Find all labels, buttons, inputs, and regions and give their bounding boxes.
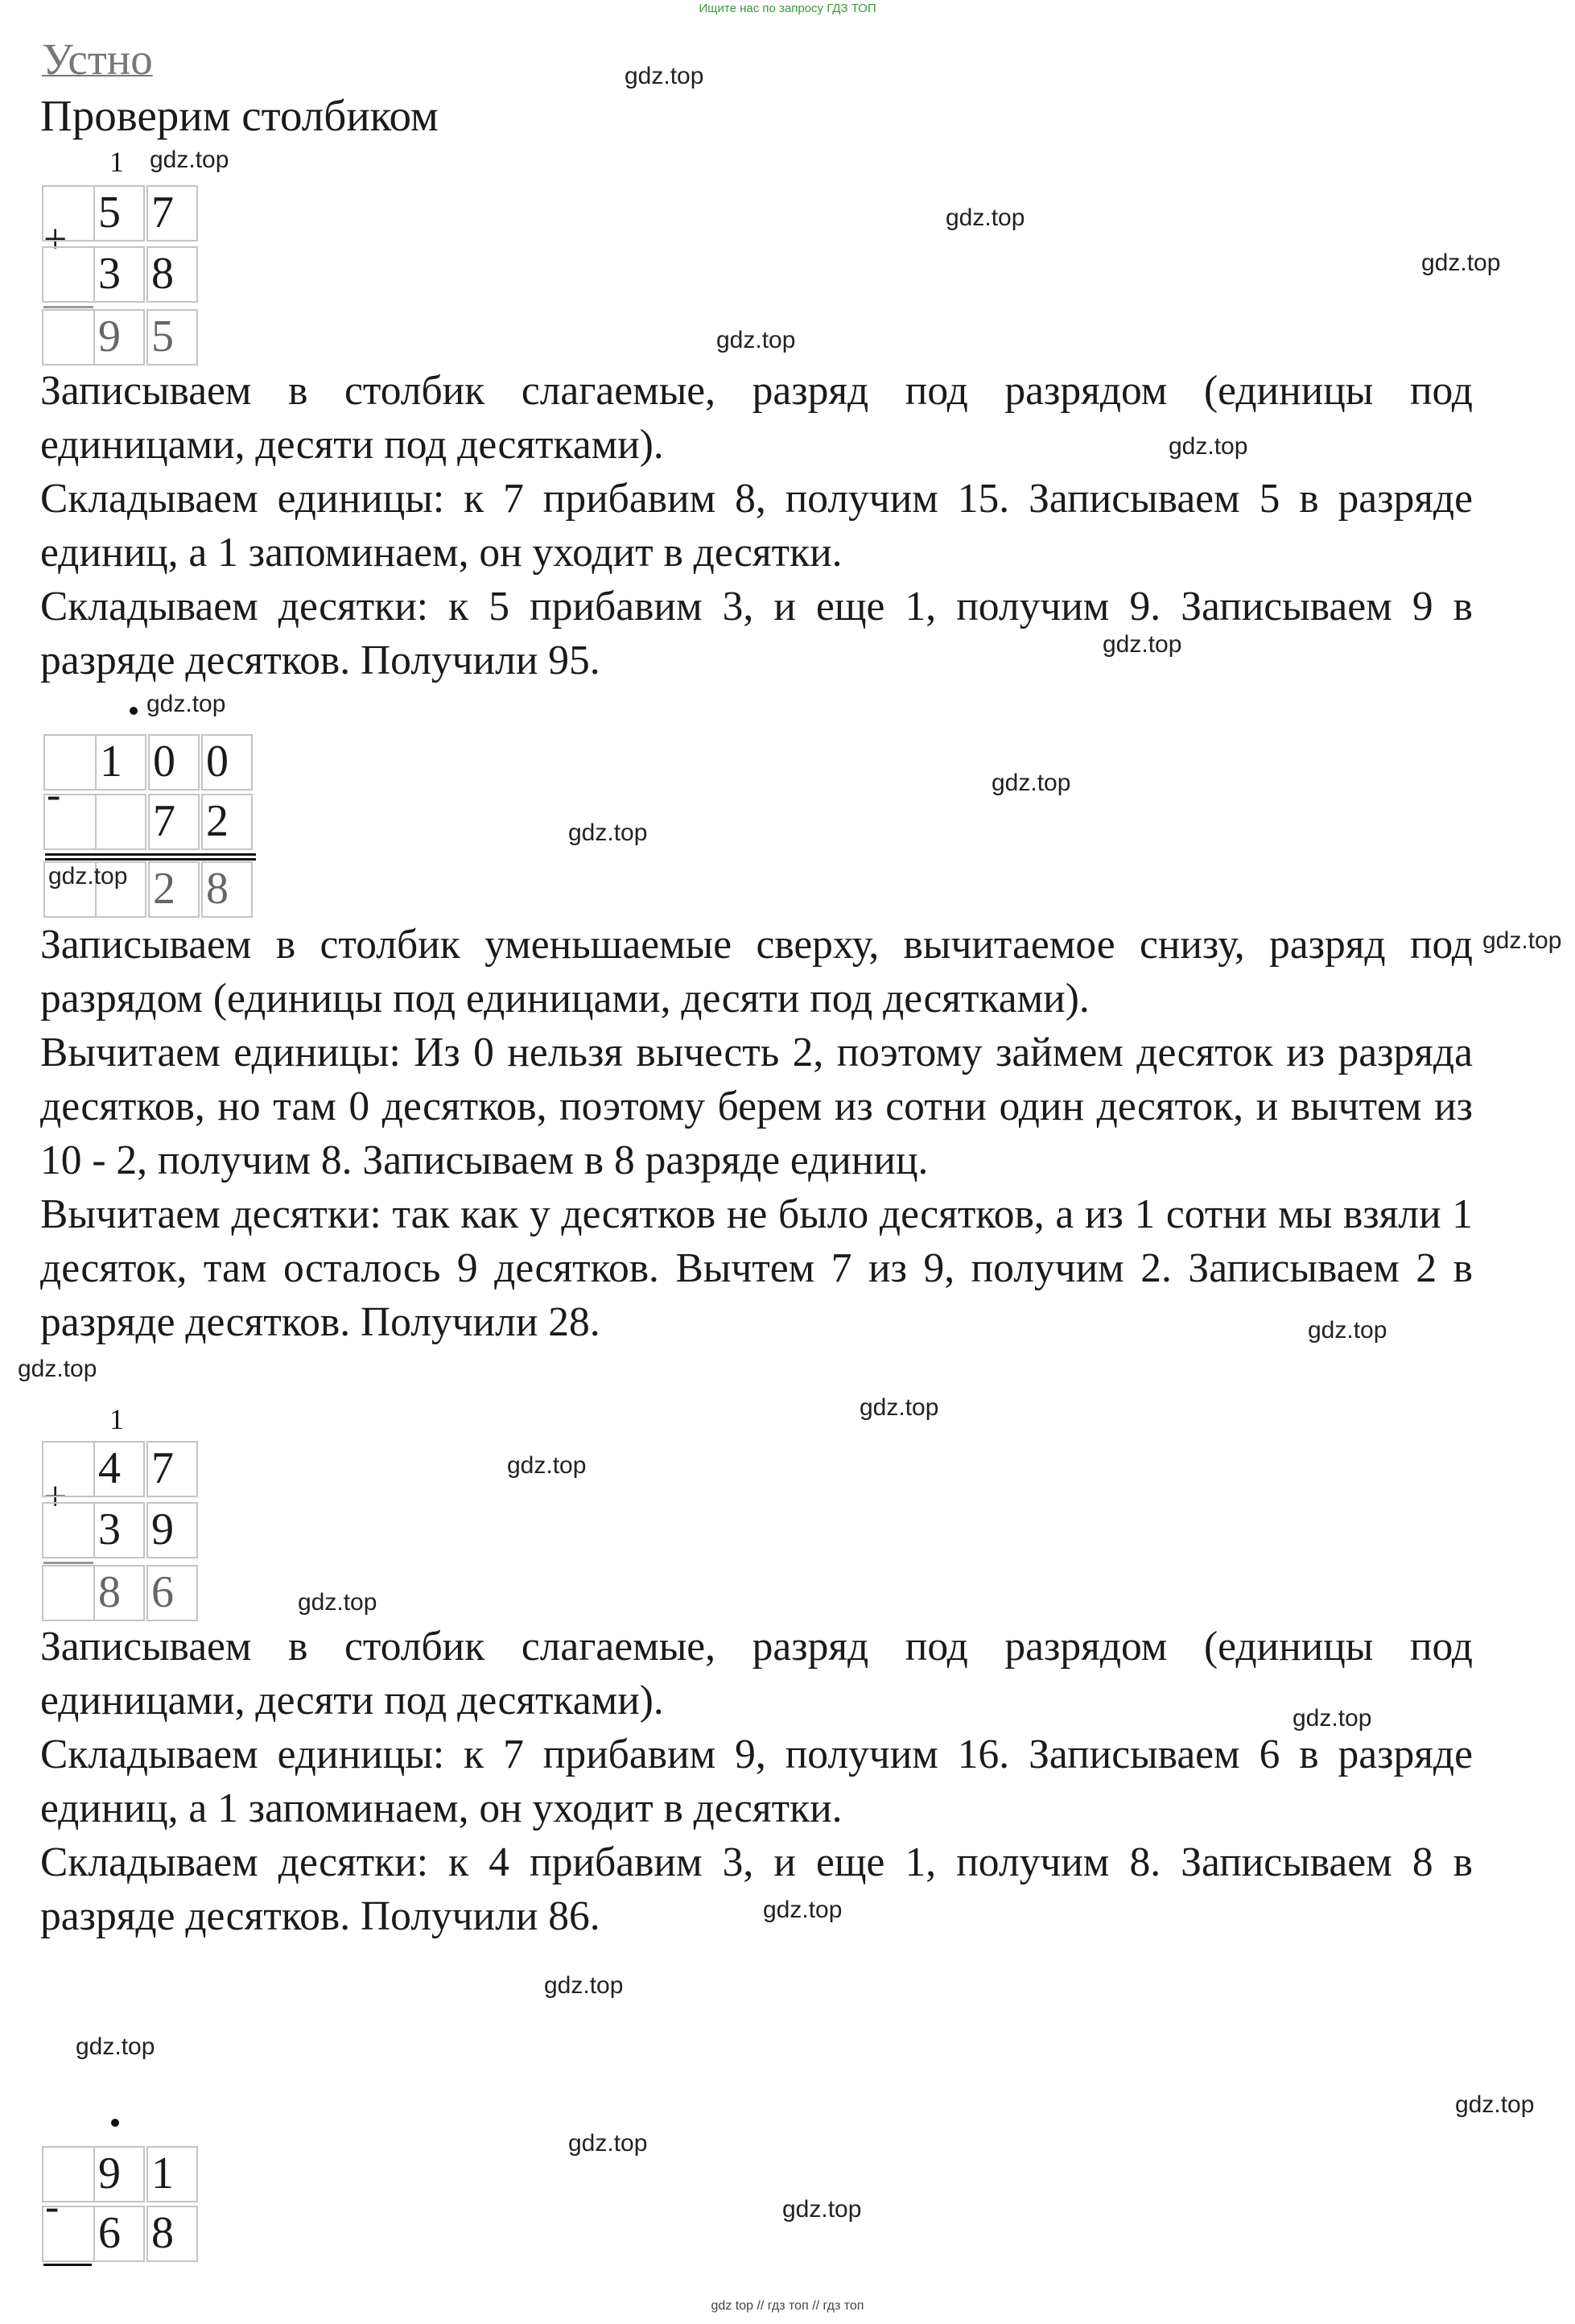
digit-cell: 8 [146, 246, 198, 303]
empty-cell [42, 185, 95, 241]
watermark: gdz.top [568, 2130, 648, 2157]
result-cell: 2 [148, 861, 200, 918]
digit-cell: 9 [93, 2146, 145, 2202]
digit-cell: 1 [95, 734, 146, 790]
digit-cell: 7 [146, 1441, 198, 1497]
digit-cell: 5 [93, 185, 145, 241]
explanation-paragraph: Складываем единицы: к 7 прибавим 9, получим 16. Записываем 6 в разряде единиц, а 1 запоминаем, он уходит в десятки. [40, 1732, 1473, 1831]
digit-cell: 0 [148, 734, 200, 790]
watermark: gdz.top [544, 1972, 624, 1999]
digit-cell: 3 [93, 246, 145, 303]
watermark: gdz.top [1482, 927, 1562, 954]
empty-cell [43, 734, 97, 790]
watermark: gdz.top [1308, 1317, 1387, 1344]
digit-cell: 2 [201, 794, 253, 850]
result-cell: 5 [146, 309, 198, 365]
empty-cell [42, 2146, 95, 2202]
watermark: gdz.top [146, 691, 226, 717]
result-cell: 9 [93, 309, 145, 365]
watermark: gdz.top [1169, 433, 1248, 460]
difference-line [45, 853, 256, 856]
explanation-paragraph: Складываем десятки: к 4 прибавим 3, и еще 1, получим 8. Записываем 8 в разряде десятков. Получили 86. [40, 1839, 1473, 1939]
explanation-paragraph: Складываем десятки: к 5 прибавим 3, и еще 1, получим 9. Записываем 9 в разряде десятков. Получили 95. [40, 584, 1473, 683]
digit-cell: 6 [93, 2206, 145, 2262]
empty-cell [43, 794, 97, 850]
empty-cell [42, 2206, 95, 2262]
digit-cell: 7 [146, 185, 198, 241]
difference-line [45, 858, 256, 861]
explanation-paragraph: Складываем единицы: к 7 прибавим 8, получим 15. Записываем 5 в разряде единиц, а 1 запоминаем, он уходит в десятки. [40, 476, 1473, 576]
explanation-paragraph: Записываем в столбик слагаемые, разряд под разрядом (единицы под единицами, десяти под десятками). [40, 1624, 1473, 1723]
explanation-1 [40, 364, 1473, 687]
result-cell: 8 [201, 861, 253, 918]
digit-cell: 3 [93, 1502, 145, 1558]
minus-sign: - [45, 2184, 60, 2230]
explanation-paragraph: Вычитаем единицы: Из 0 нельзя вычесть 2, поэтому займем десяток из разряда десятков, но там 0 десятков, поэтому берем из сотни один десяток, и вычтем из 10 - 2, получим 8. Записываем в 8 разряде единиц. [40, 1030, 1473, 1183]
explanation-paragraph: Записываем в столбик слагаемые, разряд под разрядом (единицы под единицами, десяти под десятками). [40, 368, 1473, 468]
watermark: gdz.top [946, 204, 1025, 231]
watermark: gdz.top [76, 2033, 155, 2060]
digit-cell: 0 [201, 734, 253, 790]
watermark: gdz.top [1103, 631, 1182, 658]
watermark: gdz.top [1421, 250, 1501, 276]
carry-digit: 1 [109, 1403, 124, 1435]
digit-cell: 4 [93, 1441, 145, 1497]
watermark: gdz.top [568, 819, 648, 846]
digit-cell: 1 [146, 2146, 198, 2202]
sum-line [43, 306, 93, 308]
section-title: Устно [42, 35, 153, 84]
plus-sign: + [43, 1474, 68, 1520]
empty-cell [42, 1565, 95, 1621]
borrow-dot [130, 707, 138, 715]
watermark: gdz.top [507, 1452, 587, 1479]
plus-sign: + [43, 217, 68, 262]
section-subtitle: Проверим столбиком [40, 91, 439, 140]
empty-cell [42, 1441, 95, 1497]
watermark: gdz.top [763, 1897, 843, 1923]
watermark: gdz.top [716, 327, 796, 353]
carry-digit: 1 [109, 146, 124, 178]
empty-cell [42, 309, 95, 365]
watermark: gdz.top [1293, 1705, 1372, 1732]
difference-line [43, 2264, 92, 2266]
borrow-dot [111, 2119, 119, 2127]
digit-cell: 7 [148, 794, 200, 850]
digit-cell [95, 794, 146, 850]
watermark: gdz.top [48, 863, 128, 890]
explanation-2 [40, 918, 1473, 1349]
watermark: gdz.top [150, 147, 229, 173]
digit-cell: 9 [146, 1502, 198, 1558]
watermark: gdz.top [298, 1589, 377, 1616]
explanation-paragraph: Вычитаем десятки: так как у десятков не было десятков, а из 1 сотни мы взяли 1 десяток, там осталось 9 десятков. Вычтем 7 из 9, получим 2. Записываем 2 в разряде десятков. Получили 28. [40, 1191, 1473, 1345]
watermark: gdz.top [18, 1356, 97, 1382]
result-cell: 8 [93, 1565, 145, 1621]
explanation-paragraph: Записываем в столбик уменьшаемые сверху, вычитаемое снизу, разряд под разрядом (единицы под единицами, десяти под десятками). [40, 922, 1473, 1022]
sum-line [43, 1562, 93, 1564]
footer-links[interactable]: gdz top // гдз топ // гдз топ [711, 2299, 864, 2313]
digit-cell: 8 [146, 2206, 198, 2262]
watermark: gdz.top [782, 2196, 862, 2223]
explanation-3 [40, 1620, 1473, 1943]
watermark: gdz.top [1455, 2091, 1535, 2118]
watermark: gdz.top [860, 1394, 939, 1421]
watermark: gdz.top [625, 63, 704, 89]
result-cell: 6 [146, 1565, 198, 1621]
empty-cell [42, 1502, 95, 1558]
minus-sign: - [47, 772, 61, 818]
empty-cell [42, 246, 95, 303]
watermark: gdz.top [992, 770, 1071, 796]
search-hint-link[interactable]: Ищите нас по запросу ГДЗ ТОП [699, 2, 876, 15]
